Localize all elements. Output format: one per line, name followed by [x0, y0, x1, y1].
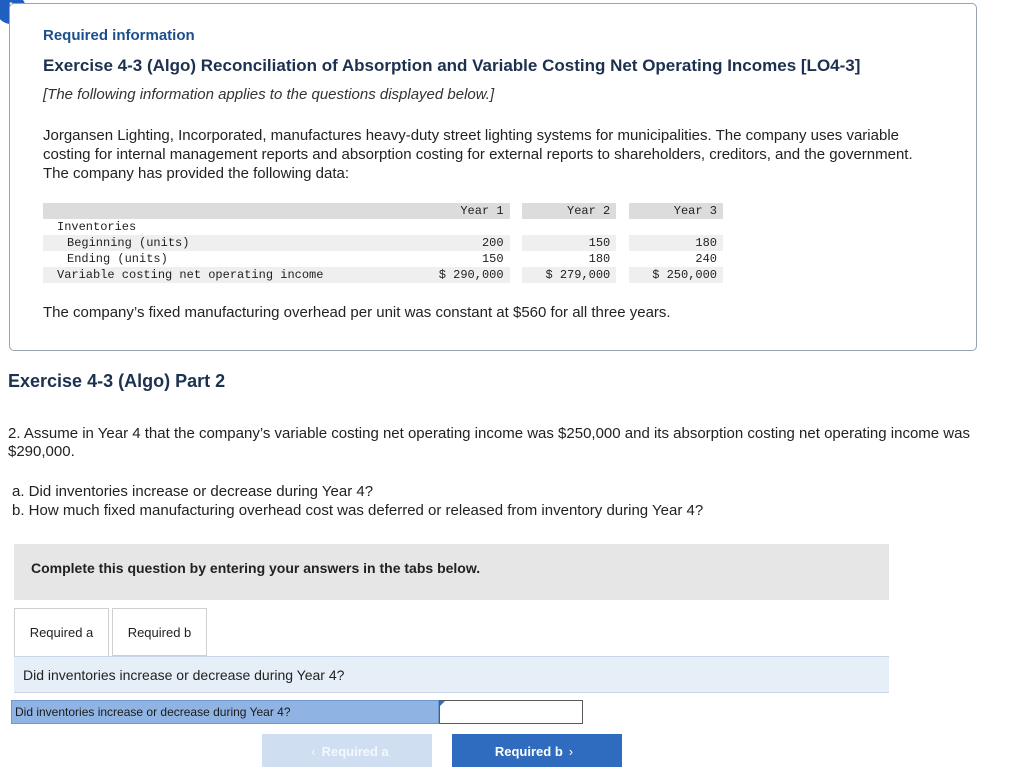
- prev-button-label: Required a: [321, 744, 389, 759]
- table-row: [43, 267, 723, 283]
- fixed-overhead-note: The company’s fixed manufacturing overhead per unit was constant at $560 for all three years.: [43, 304, 671, 321]
- row-label: Variable costing net operating income: [43, 267, 415, 283]
- tab-required-b[interactable]: Required b: [112, 608, 207, 656]
- cell-value: 240: [695, 252, 717, 266]
- chevron-left-icon: ‹: [311, 744, 316, 759]
- cell-value: 150: [522, 235, 616, 251]
- cell-value: 150: [481, 252, 504, 266]
- increase-decrease-input[interactable]: [439, 700, 583, 724]
- next-button-label: Required b: [494, 744, 563, 759]
- cell-value: $ 290,000: [415, 267, 509, 283]
- required-information-heading: Required information: [43, 27, 195, 44]
- previous-required-a-button[interactable]: [262, 734, 432, 767]
- inventories-section-label: Inventories: [57, 220, 137, 234]
- row-label: Ending (units): [67, 252, 168, 266]
- table-row: [43, 251, 723, 267]
- chevron-right-icon: ›: [568, 744, 574, 759]
- table-row: [43, 235, 723, 251]
- exercise-title: Exercise 4-3 (Algo) Reconciliation of Absorption and Variable Costing Net Operating Incomes [LO4-3]: [43, 56, 861, 75]
- table-header-year-3: Year 3: [629, 203, 723, 219]
- part-title: Exercise 4-3 (Algo) Part 2: [8, 371, 226, 391]
- tab-required-a[interactable]: Required a: [14, 608, 109, 656]
- cell-indicator-icon: [440, 701, 445, 706]
- inventory-data-table: [43, 203, 723, 283]
- cell-value: 200: [415, 235, 509, 251]
- question-a-text: a. Did inventories increase or decrease during Year 4?: [12, 483, 374, 500]
- company-description: Jorgansen Lighting, Incorporated, manufactures heavy-duty street lighting systems for municipalities. The company uses variable costing for internal management reports and absorption costing for external reports to shareholders, creditors, and the government. The company has provided the following data:: [43, 127, 913, 182]
- table-header-blank: [43, 203, 415, 219]
- active-question: Did inventories increase or decrease during Year 4?: [14, 656, 889, 693]
- instruction-note: [The following information applies to the questions displayed below.]: [43, 86, 495, 103]
- instruction-bar: Complete this question by entering your answers in the tabs below.: [14, 544, 889, 600]
- cell-value: 180: [629, 235, 723, 251]
- cell-value: 180: [588, 252, 611, 266]
- question-2-text: 2. Assume in Year 4 that the company’s variable costing net operating income was $250,000 and its absorption costing net operating income was $290,000.: [8, 425, 970, 460]
- cell-value: $ 279,000: [522, 267, 616, 283]
- row-label: Beginning (units): [43, 235, 415, 251]
- question-b-text: b. How much fixed manufacturing overhead cost was deferred or released from inventory during Year 4?: [12, 502, 704, 519]
- next-required-b-button[interactable]: [452, 734, 622, 767]
- answer-row-label: Did inventories increase or decrease during Year 4?: [11, 700, 439, 724]
- table-header-year-1: Year 1: [415, 203, 509, 219]
- cell-value: $ 250,000: [629, 267, 723, 283]
- table-header-year-2: Year 2: [522, 203, 616, 219]
